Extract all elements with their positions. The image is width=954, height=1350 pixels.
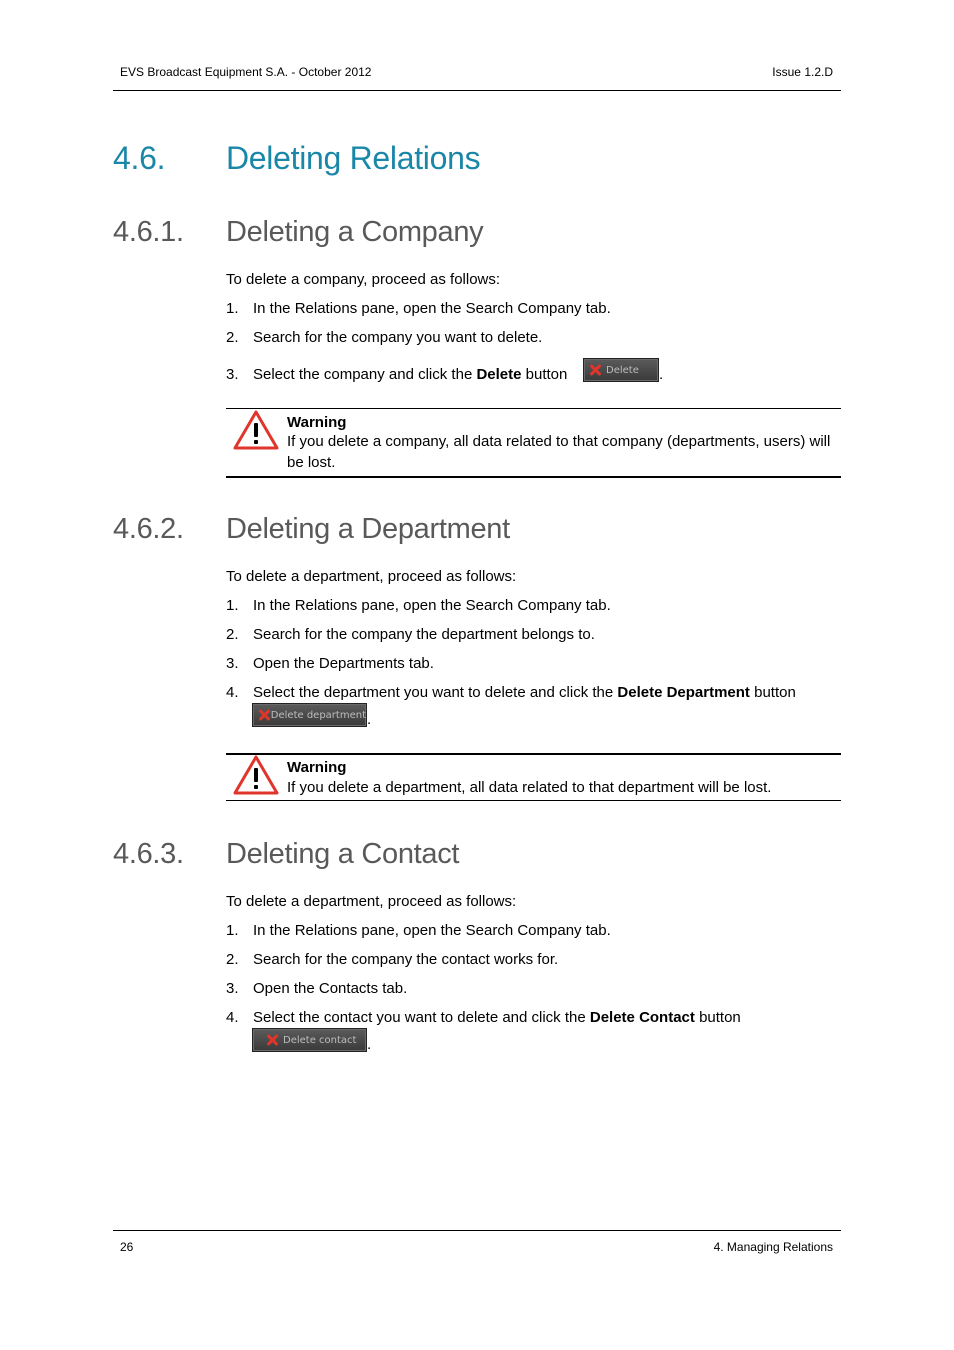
contact-step-3-text: Open the Contacts tab.: [253, 980, 408, 997]
department-heading-title: Deleting a Department: [226, 513, 510, 545]
company-step-3-post: button: [521, 366, 568, 383]
page-number: 26: [120, 1240, 134, 1254]
company-warning-title: Warning: [287, 414, 347, 431]
delete-contact-button[interactable]: [252, 1028, 367, 1052]
header-right: Issue 1.2.D: [772, 65, 833, 79]
delete-button[interactable]: [583, 358, 659, 382]
contact-step-4-bold: Delete Contact: [589, 1009, 695, 1026]
contact-step-2-number: 2.: [226, 951, 239, 968]
company-step-3-bold: Delete: [476, 366, 522, 383]
department-step-4-end: .: [367, 711, 372, 728]
main-heading-number: 4.6.: [113, 140, 166, 176]
department-step-4-pre: Select the department you want to delete and click the: [253, 684, 618, 701]
contact-step-4-post: button: [694, 1009, 741, 1026]
delete-button-label: Delete: [606, 364, 639, 376]
department-step-4-text: [253, 684, 796, 701]
department-heading-number: 4.6.2.: [113, 513, 184, 545]
department-intro: To delete a department, proceed as follows:: [226, 568, 517, 585]
header-left: EVS Broadcast Equipment S.A. - October 2012: [120, 65, 372, 79]
contact-step-4-text: [253, 1009, 741, 1026]
department-step-4-bold: Delete Department: [617, 684, 750, 701]
header-rule: [113, 90, 841, 91]
company-heading-title: Deleting a Company: [226, 216, 484, 248]
contact-heading-number: 4.6.3.: [113, 838, 184, 870]
department-step-2-number: 2.: [226, 626, 239, 643]
company-step-1-text: In the Relations pane, open the Search Company tab.: [253, 300, 611, 317]
department-step-2-text: Search for the company the department belongs to.: [253, 626, 595, 643]
contact-step-3-number: 3.: [226, 980, 239, 997]
contact-step-4-number: 4.: [226, 1009, 239, 1026]
delete-department-button[interactable]: [252, 703, 367, 727]
contact-intro: To delete a department, proceed as follows:: [226, 893, 517, 910]
delete-department-button-label: Delete department: [270, 709, 366, 721]
department-step-4-number: 4.: [226, 684, 239, 701]
contact-heading-title: Deleting a Contact: [226, 838, 460, 870]
company-step-2-number: 2.: [226, 329, 239, 346]
company-warning-top-rule: [226, 408, 841, 409]
department-step-3-text: Open the Departments tab.: [253, 655, 434, 672]
company-heading-number: 4.6.1.: [113, 216, 184, 248]
footer-rule: [113, 1230, 841, 1231]
main-heading-title: Deleting Relations: [226, 140, 481, 176]
footer-chapter: 4. Managing Relations: [713, 1240, 833, 1254]
department-warning-bottom-rule: [226, 800, 841, 801]
company-warning-text: If you delete a company, all data related to that company (departments, users) will be lost.: [287, 433, 831, 471]
department-warning-text: If you delete a department, all data related to that department will be lost.: [287, 779, 772, 796]
company-step-3-pre: Select the company and click the: [253, 366, 477, 383]
contact-step-1-number: 1.: [226, 922, 239, 939]
company-step-1-number: 1.: [226, 300, 239, 317]
company-step-3-number: 3.: [226, 366, 239, 383]
department-warning-title: Warning: [287, 759, 347, 776]
contact-step-1-text: In the Relations pane, open the Search Company tab.: [253, 922, 611, 939]
warning-triangle-icon: [233, 410, 279, 450]
contact-step-2-text: Search for the company the contact works for.: [253, 951, 559, 968]
company-step-3-end: .: [659, 366, 664, 383]
company-step-3-text: [253, 366, 567, 383]
delete-x-icon: [588, 363, 602, 377]
department-step-1-number: 1.: [226, 597, 239, 614]
department-step-4-post: button: [749, 684, 796, 701]
delete-contact-button-label: Delete contact: [283, 1034, 357, 1046]
contact-step-4-pre: Select the contact you want to delete and click the: [253, 1009, 590, 1026]
company-step-2-text: Search for the company you want to delete.: [253, 329, 543, 346]
delete-x-icon: [265, 1033, 279, 1047]
contact-step-4-end: .: [367, 1036, 372, 1053]
department-step-1-text: In the Relations pane, open the Search Company tab.: [253, 597, 611, 614]
department-step-3-number: 3.: [226, 655, 239, 672]
department-warning-top-rule: [226, 753, 841, 755]
company-intro: To delete a company, proceed as follows:: [226, 271, 501, 288]
delete-x-icon: [257, 708, 267, 722]
company-warning-bottom-rule: [226, 476, 841, 478]
warning-triangle-icon: [233, 755, 279, 795]
